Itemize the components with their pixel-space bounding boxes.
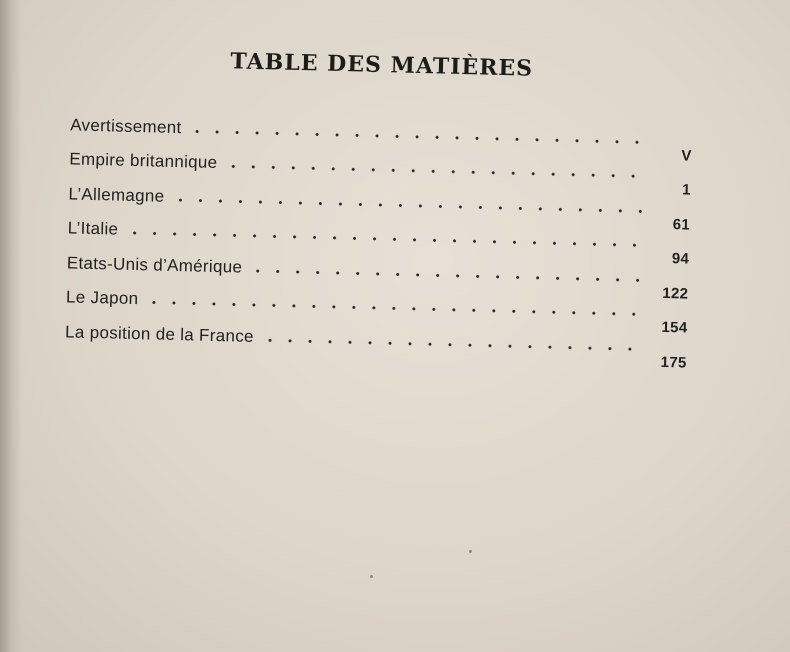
toc-entry-page: 94 <box>671 250 690 268</box>
toc-entry-label: L’Allemagne <box>68 183 165 206</box>
toc-entry-page: 1 <box>681 181 692 199</box>
toc-entry-label: La position de la France <box>64 321 255 346</box>
paper-speck <box>370 575 373 578</box>
toc-entry-label: Le Japon <box>65 287 139 309</box>
page-title: TABLE DES MATIÈRES <box>230 48 534 82</box>
toc-entry-page: 122 <box>662 284 689 303</box>
paper-speck <box>469 550 472 553</box>
toc-entry-page: V <box>681 146 692 165</box>
toc-entry-page: 154 <box>661 318 688 337</box>
toc-entry-label: Etats-Unis d’Amérique <box>66 252 243 277</box>
toc-entry-label: L’Italie <box>67 218 119 239</box>
dot-leader <box>260 338 639 351</box>
toc-entry-page: 175 <box>660 353 687 372</box>
toc-entry-page: 61 <box>672 215 691 234</box>
toc-entries <box>64 100 693 372</box>
toc-entry-label: Avertissement <box>70 114 182 137</box>
toc-entry-label: Empire britannique <box>69 149 218 173</box>
